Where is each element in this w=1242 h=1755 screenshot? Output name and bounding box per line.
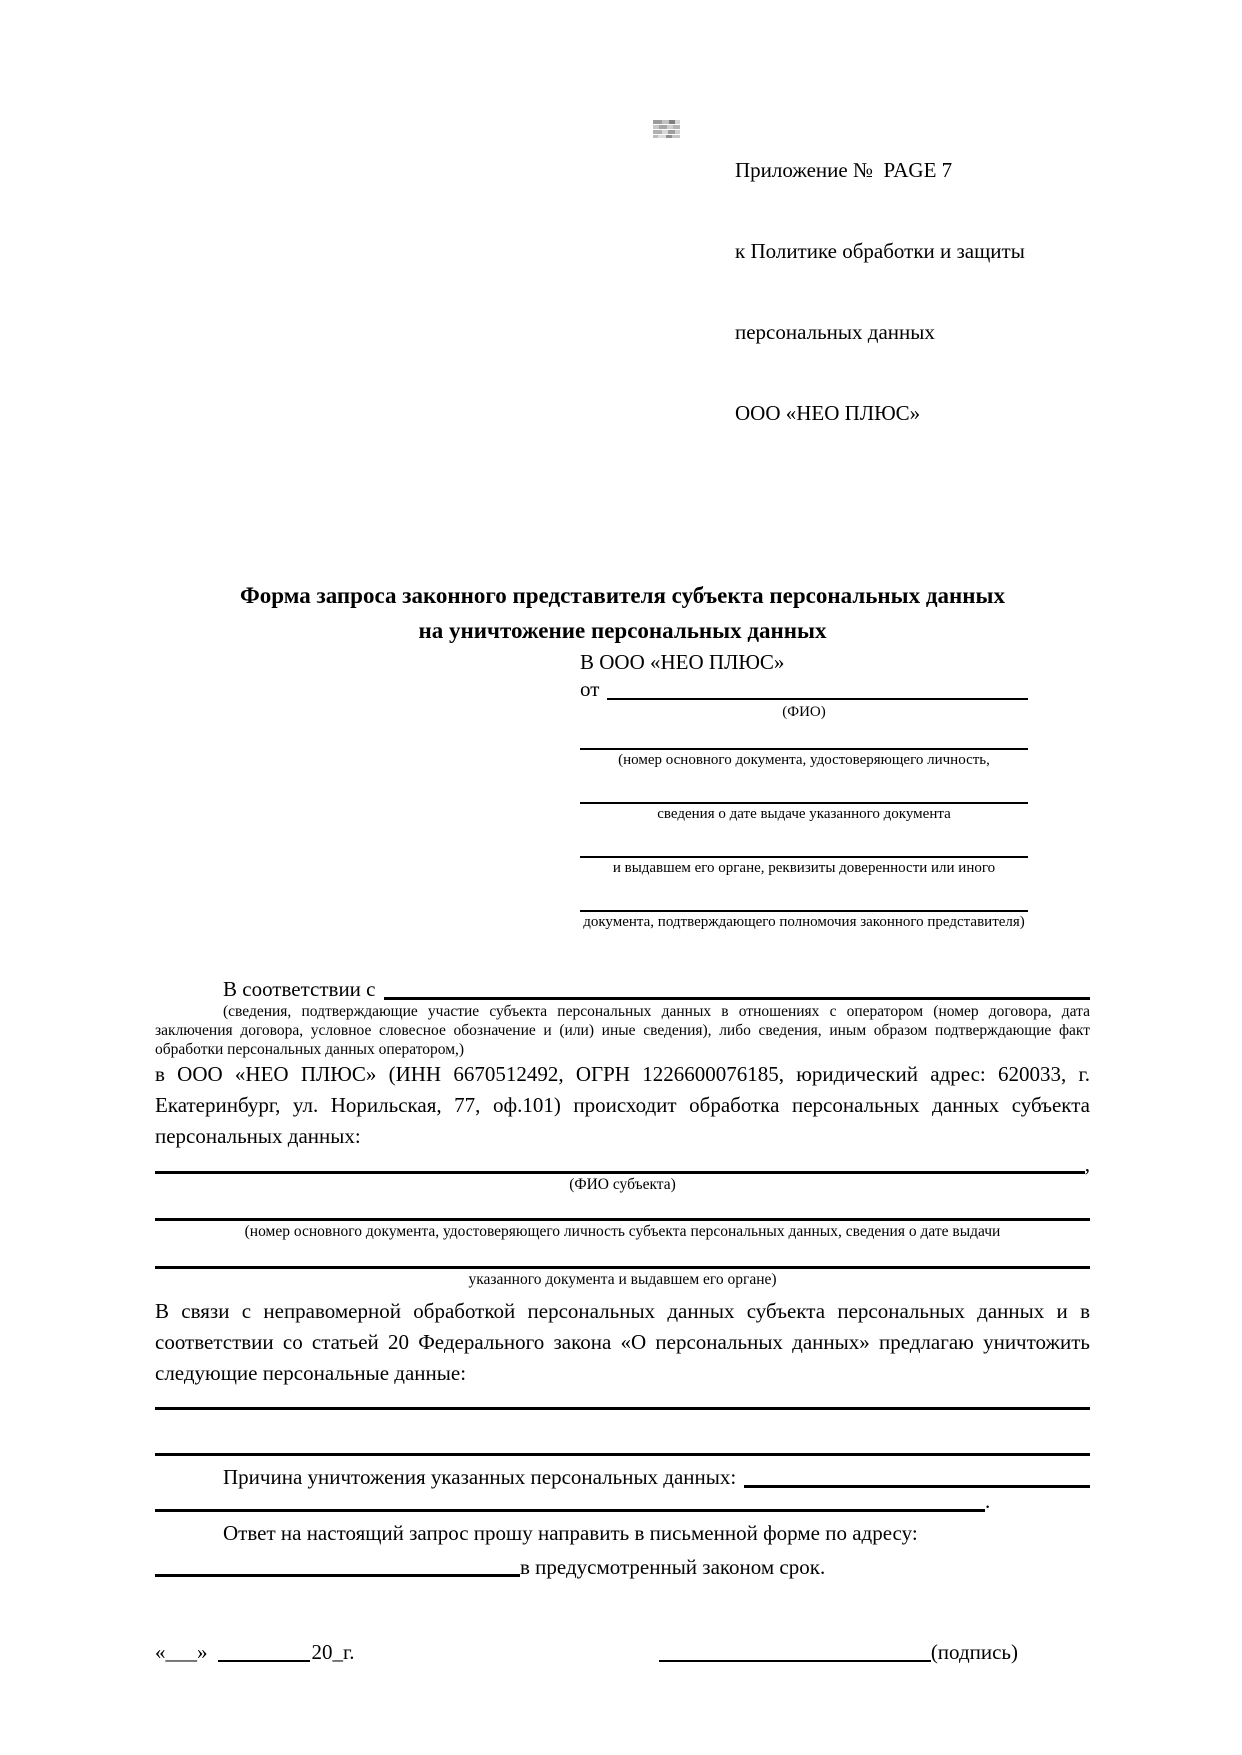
header-org-line: ООО «НЕО ПЛЮС» xyxy=(735,401,921,425)
document-number-caption: (номер основного документа, удостоверяющего личность, xyxy=(618,752,990,768)
accordance-blank-line xyxy=(384,997,1091,1000)
reply-address-line: Ответ на настоящий запрос прошу направить в письменной форме по адресу: xyxy=(223,1521,918,1545)
data-list-blank-line-2 xyxy=(155,1410,1090,1456)
reason-lead: Причина уничтожения указанных персональных данных: xyxy=(223,1465,737,1489)
signature-row xyxy=(155,1640,1090,1665)
data-list-blank-line-1 xyxy=(155,1389,1090,1410)
policy-line-2: персональных данных xyxy=(735,320,935,344)
date-month-blank-line xyxy=(218,1659,310,1662)
subject-document-row xyxy=(155,1195,1090,1221)
subject-line-comma: , xyxy=(1084,1152,1090,1176)
issuing-authority-caption: и выдавшем его органе, реквизиты доверенности или иного xyxy=(612,860,996,876)
reply-term-row xyxy=(155,1549,1090,1580)
authority-document-caption: документа, подтверждающего полномочия законного представителя) xyxy=(583,914,1025,930)
document-title xyxy=(155,578,1090,648)
issue-date-caption: сведения о дате выдаче указанного документа xyxy=(657,806,951,822)
title-line-2: на уничтожение персональных данных xyxy=(418,618,827,643)
subject-document-caption: (номер основного документа, удостоверяющего личность субъекта персональных данных, сведения о дате выдачи xyxy=(244,1223,1001,1240)
document-number-blank-line xyxy=(580,722,1028,750)
date-year-text: 20_г. xyxy=(311,1640,355,1664)
reason-period: . xyxy=(985,1489,991,1513)
signature-field xyxy=(659,1640,1018,1665)
fio-caption: (ФИО) xyxy=(782,704,826,720)
table-artifact-icon xyxy=(653,120,680,141)
from-label: от xyxy=(580,677,600,701)
address-blank-line xyxy=(155,1574,520,1577)
date-day-blank: «___» xyxy=(155,1640,208,1664)
accordance-note: (сведения, подтверждающие участие субъекта персональных данных в отношениях с оператором (номер договора, дата заключения договора, условное словесное обозначение и (или) иные сведения), либо сведения, иным образом подтверждающие факт обработки персональных данных оператором,) xyxy=(155,1003,1090,1058)
title-line-1: Форма запроса законного представителя субъекта персональных данных xyxy=(240,583,1005,608)
policy-line-1: к Политике обработки и защиты xyxy=(735,239,1025,263)
document-body xyxy=(155,978,1090,1580)
addressee-org: В ООО «НЕО ПЛЮС» xyxy=(580,650,785,674)
issue-date-blank-line xyxy=(580,770,1028,804)
subject-authority-row xyxy=(155,1242,1090,1269)
header-block xyxy=(735,103,1090,481)
date-field xyxy=(155,1640,355,1665)
reason-continuation-row xyxy=(155,1490,1090,1514)
signature-blank-line xyxy=(659,1659,931,1662)
signature-caption: (подпись) xyxy=(930,1640,1018,1664)
reason-blank-line xyxy=(744,1485,1090,1488)
from-field-row xyxy=(580,676,1028,702)
subject-fio-row xyxy=(155,1152,1090,1174)
subject-authority-caption: указанного документа и выдавшем его органе) xyxy=(468,1271,777,1288)
authority-document-blank-line xyxy=(580,878,1028,912)
operator-paragraph: в ООО «НЕО ПЛЮС» (ИНН 6670512492, ОГРН 1226600076185, юридический адрес: 620033, г. Екатеринбург, ул. Норильская, 77, оф.101) происходит обработка персональных данных субъекта персональных данных: xyxy=(155,1062,1090,1148)
addressee-block xyxy=(580,648,1028,932)
accordance-row xyxy=(155,978,1090,1002)
appendix-line: Приложение № PAGE 7 xyxy=(735,158,953,182)
destruction-paragraph: В связи с неправомерной обработкой персональных данных субъекта персональных данных и в соответствии со статьей 20 Федерального закона «О персональных данных» предлагаю уничтожить следующие персональные данные: xyxy=(155,1299,1090,1385)
reply-term-text: в предусмотренный законом срок. xyxy=(520,1555,826,1579)
reason-row xyxy=(155,1464,1090,1490)
accordance-lead: В соответствии с xyxy=(223,977,376,1001)
subject-fio-caption: (ФИО субъекта) xyxy=(569,1176,676,1193)
from-blank-line xyxy=(607,698,1028,700)
reason-continuation-blank-line xyxy=(155,1509,985,1512)
issuing-authority-blank-line xyxy=(580,824,1028,858)
